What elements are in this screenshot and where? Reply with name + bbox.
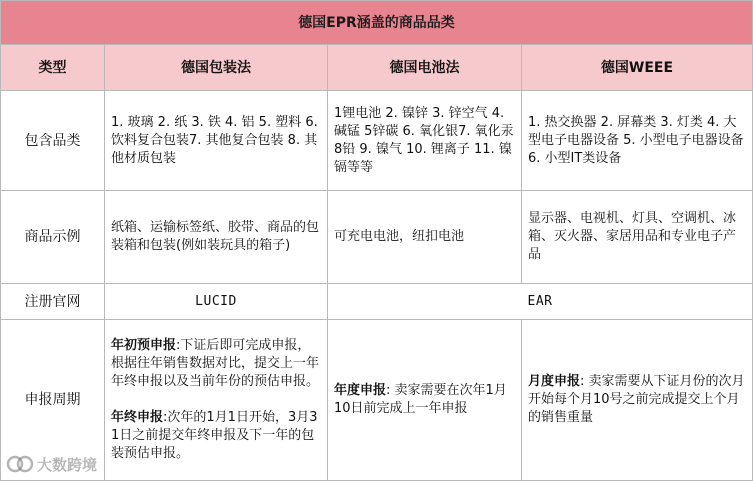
annual-declaration-title: 年度申报 (334, 383, 387, 398)
watermark-text: 大数跨境 (37, 455, 98, 474)
year-end-declaration-text: :次年的1月1日开始，3月31日之前提交年终申报及下一年的包装预估申报。 (111, 410, 318, 461)
header-type: 类型 (0, 45, 105, 91)
examples-packaging (105, 191, 328, 284)
covered-packaging-text: 1. 玻璃 2. 纸 3. 铁 4. 铝 5. 塑料 6. 饮料复合包装7. 其他复合包装 8. 其他材质包装 (111, 114, 318, 166)
registry-packaging (105, 284, 328, 320)
monthly-declaration-text: : 卖家需要从下证月份的次月开始每个月10号之前完成提交上个月的销售重量 (528, 374, 745, 425)
period-weee (522, 320, 753, 481)
watermark-logo-icon (6, 455, 34, 473)
covered-battery-text: 1锂电池 2. 镍锌 3. 锌空气 4. 碱锰 5锌碳 6. 氧化银7. 氧化汞 8铅 9. 镍气 10. 锂离子 11. 镍镉等等 (334, 105, 514, 175)
header-weee: 德国WEEE (522, 45, 753, 91)
examples-battery (328, 191, 522, 284)
row-label-registry: 注册官网 (0, 284, 105, 320)
annual-declaration-text: : 卖家需要在次年1月10日前完成上一年申报 (334, 383, 507, 416)
row-label-examples: 商品示例 (0, 191, 105, 284)
row-label-period: 申报周期 (0, 320, 105, 481)
row-label-covered: 包含品类 (0, 91, 105, 191)
period-battery (328, 320, 522, 481)
examples-packaging-text: 纸箱、运输标签纸、胶带、商品的包装箱和包装(例如装玩具的箱子) (111, 220, 320, 253)
period-packaging-year-end-declaration (111, 409, 321, 463)
registry-packaging-text: LUCID (195, 293, 237, 309)
table-title: 德国EPR涵盖的商品品类 (0, 0, 753, 45)
year-end-declaration-title: 年终申报 (111, 410, 164, 425)
examples-weee-text: 显示器、电视机、灯具、空调机、冰箱、灭火器、家居用品和专业电子产品 (528, 211, 737, 262)
paragraph-gap (111, 391, 321, 409)
header-packaging-law: 德国包装法 (105, 45, 328, 91)
examples-weee (522, 191, 753, 284)
watermark (6, 453, 97, 475)
examples-battery-text: 可充电电池，纽扣电池 (334, 229, 465, 244)
pre-declaration-text: :下证后即可完成申报，根据往年销售数据对比，提交上一年年终申报以及当前年份的预估申报。 (111, 338, 320, 389)
period-packaging-pre-declaration (111, 337, 321, 391)
covered-battery (328, 91, 522, 191)
covered-weee (522, 91, 753, 191)
header-battery-law: 德国电池法 (328, 45, 522, 91)
period-packaging (105, 320, 328, 481)
covered-weee-text: 1. 热交换器 2. 屏幕类 3. 灯类 4. 大型电子电器设备 5. 小型电子电器设备 6. 小型IT类设备 (528, 114, 744, 166)
registry-battery-weee-text: EAR (527, 293, 553, 309)
monthly-declaration-title: 月度申报 (528, 374, 581, 389)
registry-battery-weee (328, 284, 753, 320)
covered-packaging (105, 91, 328, 191)
pre-declaration-title: 年初预申报 (111, 338, 177, 353)
